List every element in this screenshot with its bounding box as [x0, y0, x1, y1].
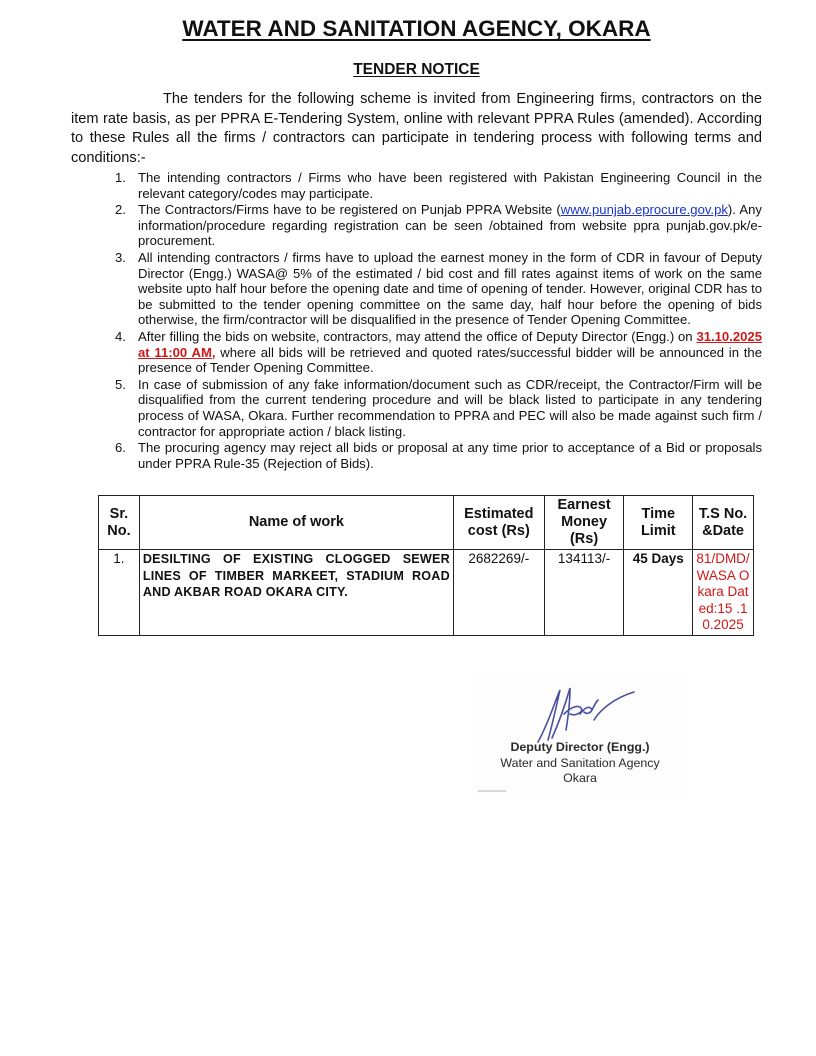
- term-number: 6.: [115, 440, 126, 456]
- header-estimated-cost: Estimated cost (Rs): [453, 496, 544, 550]
- term-item: [115, 440, 762, 471]
- term-number: 1.: [115, 170, 126, 185]
- terms-list: [115, 170, 762, 472]
- signatory-title: Deputy Director (Engg.): [510, 740, 650, 754]
- table-header-row: [99, 496, 754, 550]
- term-text: All intending contractors / firms have to upload the earnest money in the form of CDR in favour of Deputy Director (Engg.) WASA@ 5% of the estimated / bid cost and fill rates against items of work on the same website upto half hour before the opening date and time of opening of tender. However, original CDR has to be submitted to the tender opening committee on the same day, half hour before the opening of bids otherwise, the firm/contractor will be disqualified in the presence of Tender Opening Committee.: [138, 249, 762, 328]
- term-text: The procuring agency may reject all bids or proposal at any time prior to acceptance of a Bid or proposals under PPRA Rule-35 (Rejection of Bids).: [138, 440, 762, 471]
- cell-time-limit: 45 Days: [624, 550, 693, 636]
- opening-date-highlight: 31.10.2025 at 11:00 AM,: [138, 328, 762, 360]
- term-text-before: After filling the bids on website, contractors, may attend the office of Deputy Director (Engg.) on: [138, 328, 697, 344]
- term-number: 3.: [115, 249, 126, 265]
- term-item: [115, 250, 762, 328]
- term-text-before: The Contractors/Firms have to be registered on Punjab PPRA Website (: [138, 202, 561, 218]
- signatory-organization: Water and Sanitation Agency: [500, 756, 660, 770]
- page-title: WATER AND SANITATION AGENCY, OKARA: [182, 16, 651, 41]
- notice-heading: TENDER NOTICE: [353, 61, 480, 78]
- cell-ts-no-date: 81/DMD/ WASA Okara Dated:15 .10.2025: [693, 550, 754, 636]
- term-number: 5.: [115, 376, 126, 392]
- term-text-after: ). Any information/procedure regarding registration can be seen /obtained from website ppra punjab.gov.pk/e-procurement.: [138, 202, 762, 249]
- header-time-limit: Time Limit: [624, 496, 693, 550]
- table-row: [99, 550, 754, 636]
- term-number: 2.: [115, 202, 126, 218]
- header-name-of-work: Name of work: [139, 496, 453, 550]
- handwritten-signature-icon: [530, 684, 640, 746]
- works-table: [98, 495, 754, 636]
- term-text-after: where all bids will be retrieved and quoted rates/successful bidder will be announced in the presence of Tender Opening Committee.: [138, 344, 762, 376]
- signature-block: [470, 670, 690, 798]
- intro-paragraph: [71, 90, 762, 168]
- header-earnest-money: Earnest Money (Rs): [544, 496, 624, 550]
- term-item: [115, 202, 762, 249]
- cell-name-of-work: DESILTING OF EXISTING CLOGGED SEWER LINES OF TIMBER MARKEET, STADIUM ROAD AND AKBAR ROAD OKARA CITY.: [139, 550, 453, 636]
- term-item: [115, 377, 762, 439]
- cell-estimated-cost: 2682269/-: [453, 550, 544, 636]
- term-text: In case of submission of any fake information/document such as CDR/receipt, the Contractor/Firm will be disqualified from the current tendering procedure and will be black listed to participate in any tendering process of WASA, Okara. Further recommendation to PPRA and PEC will also be made against such firm / contractor for appropriate action / black listing.: [138, 376, 762, 439]
- intro-text: The tenders for the following scheme is invited from Engineering firms, contractors on the item rate basis, as per PPRA E-Tendering System, online with relevant PPRA Rules (amended). According to these Rules all the firms / contractors can participate in tendering process with following terms and conditions:-: [71, 91, 762, 166]
- term-number: 4.: [115, 328, 126, 344]
- eprocure-website-link[interactable]: www.punjab.eprocure.gov.pk: [560, 202, 728, 218]
- term-item: [115, 170, 762, 201]
- scan-mark: [478, 790, 506, 792]
- header-ts-no-date: T.S No. &Date: [693, 496, 754, 550]
- term-text: The intending contractors / Firms who have been registered with Pakistan Engineering Council in the relevant category/codes may participate.: [138, 170, 762, 201]
- header-sr-no: Sr. No.: [99, 496, 140, 550]
- cell-sr-no: 1.: [99, 550, 140, 636]
- signatory-city: Okara: [563, 771, 597, 785]
- term-item: [115, 329, 762, 376]
- cell-earnest-money: 134113/-: [544, 550, 624, 636]
